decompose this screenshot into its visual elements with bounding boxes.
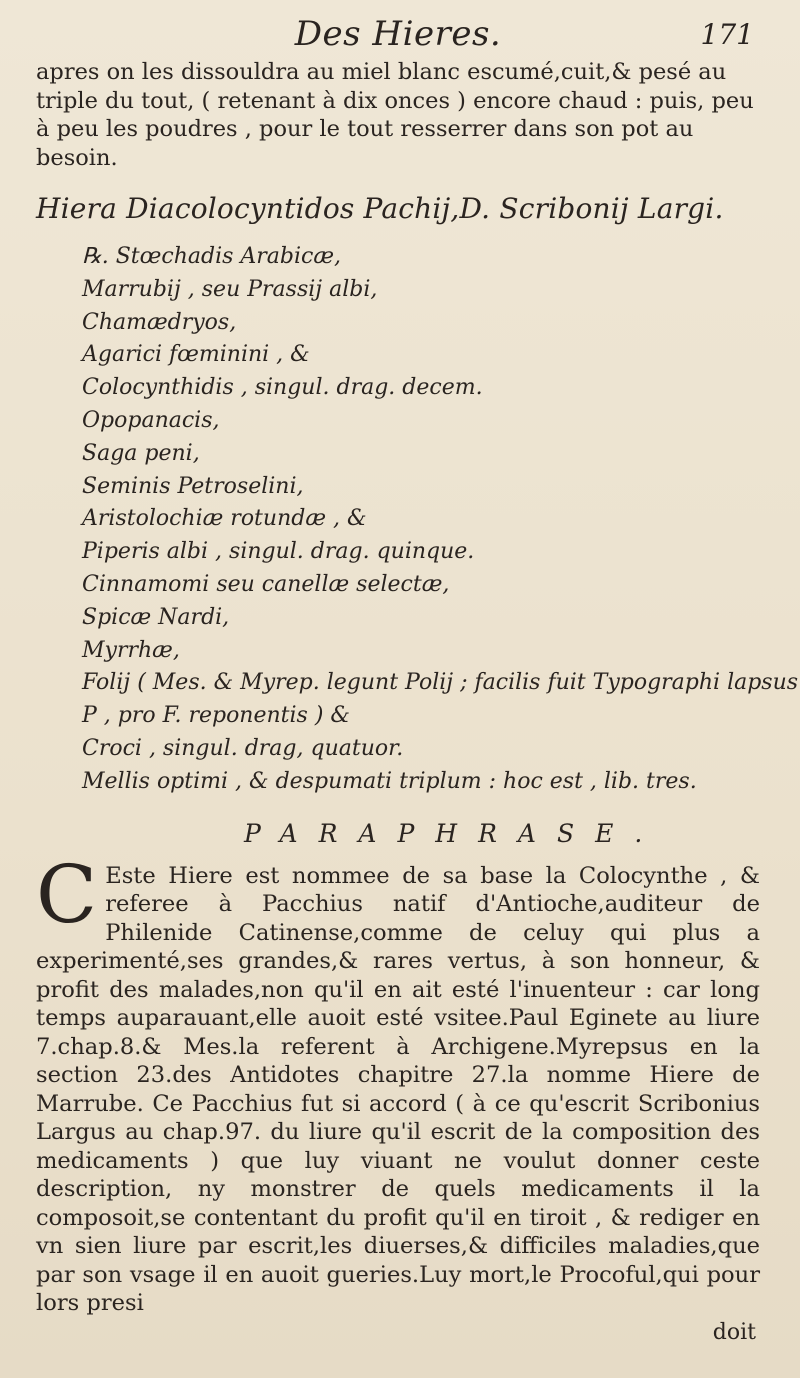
page-header <box>36 8 760 56</box>
drop-cap: C <box>36 847 98 941</box>
running-title: Des Hieres. <box>294 14 502 54</box>
catchword: doit <box>712 1319 756 1345</box>
ingredient-list <box>36 241 799 799</box>
ingredient-line: Chamædryos, <box>82 309 237 335</box>
ingredient-line: Piperis albi , singul. drag. quinque. <box>82 539 475 565</box>
intro-paragraph: apres on les dissouldra au miel blanc escumé,cuit,& pesé au triple du tout, ( retenant à dix onces ) encore chaud : puis, peu à peu les poudres , pour le tout resserrer dans son pot au besoin. <box>36 59 754 171</box>
ingredient-line: Mellis optimi , & despumati triplum : hoc est , lib. tres. <box>82 768 697 794</box>
ingredient-line: Seminis Petroselini, <box>82 473 304 499</box>
ingredient-line: Spicæ Nardi, <box>82 604 230 630</box>
ingredient-line: Aristolochiæ rotundæ , & <box>82 506 367 532</box>
ingredient-line: Marrubij , seu Prassij albi, <box>82 276 378 302</box>
ingredient-line: Agarici fœminini , & <box>82 342 310 368</box>
recipe-title: Hiera Diacolocyntidos Pachij,D. Scribonij Largi. <box>36 192 724 225</box>
ingredient-line: Saga peni, <box>82 440 200 466</box>
page-number: 171 <box>700 18 754 51</box>
ingredient-line: Opopanacis, <box>82 407 220 433</box>
ingredient-line: P , pro F. reponentis ) & <box>82 703 350 729</box>
paraphrase-paragraph <box>36 847 760 1318</box>
ingredient-line: ℞. Stœchadis Arabicæ, <box>82 244 342 269</box>
ingredient-line: Myrrhæ, <box>82 637 180 663</box>
section-title-paraphrase: PARAPHRASE. <box>244 818 664 848</box>
ingredient-line: Croci , singul. drag, quatuor. <box>82 735 404 761</box>
ingredient-line: Colocynthidis , singul. drag. decem. <box>82 375 483 401</box>
ingredient-line: Folij ( Mes. & Myrep. legunt Polij ; facilis fuit Typographi lapsus <box>82 670 799 696</box>
paraphrase-text: Este Hiere est nommee de sa base la Colocynthe , & referee à Pacchius natif d'Antioche,auditeur de Philenide Catinense,comme de celuy qui plus a experimenté,ses grandes,& rares vertus, à son honneur, & profit des malades,non qu'il en ait esté l'inuenteur : car long temps auparauant,elle auoit esté vsitee.Paul Eginete au liure 7.chap.8.& Mes.la referent à Archigene.Myrepsus en la section 23.des Antidotes chapitre 27.la nomme Hiere de Marrube. Ce Pacchius fut si accord ( à ce qu'escrit Scribonius Largus au chap.97. du liure qu'il escrit de la composition des medicaments ) que luy viuant ne voulut donner ceste description, ny monstrer de quels medicaments il la composoit,se contentant du profit qu'il en tiroit , & rediger en vn sien liure par escrit,les diuerses,& difficiles maladies,que par son vsage il en auoit gueries.Luy mort,le Procoful,qui pour lors presi <box>36 862 760 1317</box>
ingredient-line: Cinnamomi seu canellæ selectæ, <box>82 571 450 597</box>
